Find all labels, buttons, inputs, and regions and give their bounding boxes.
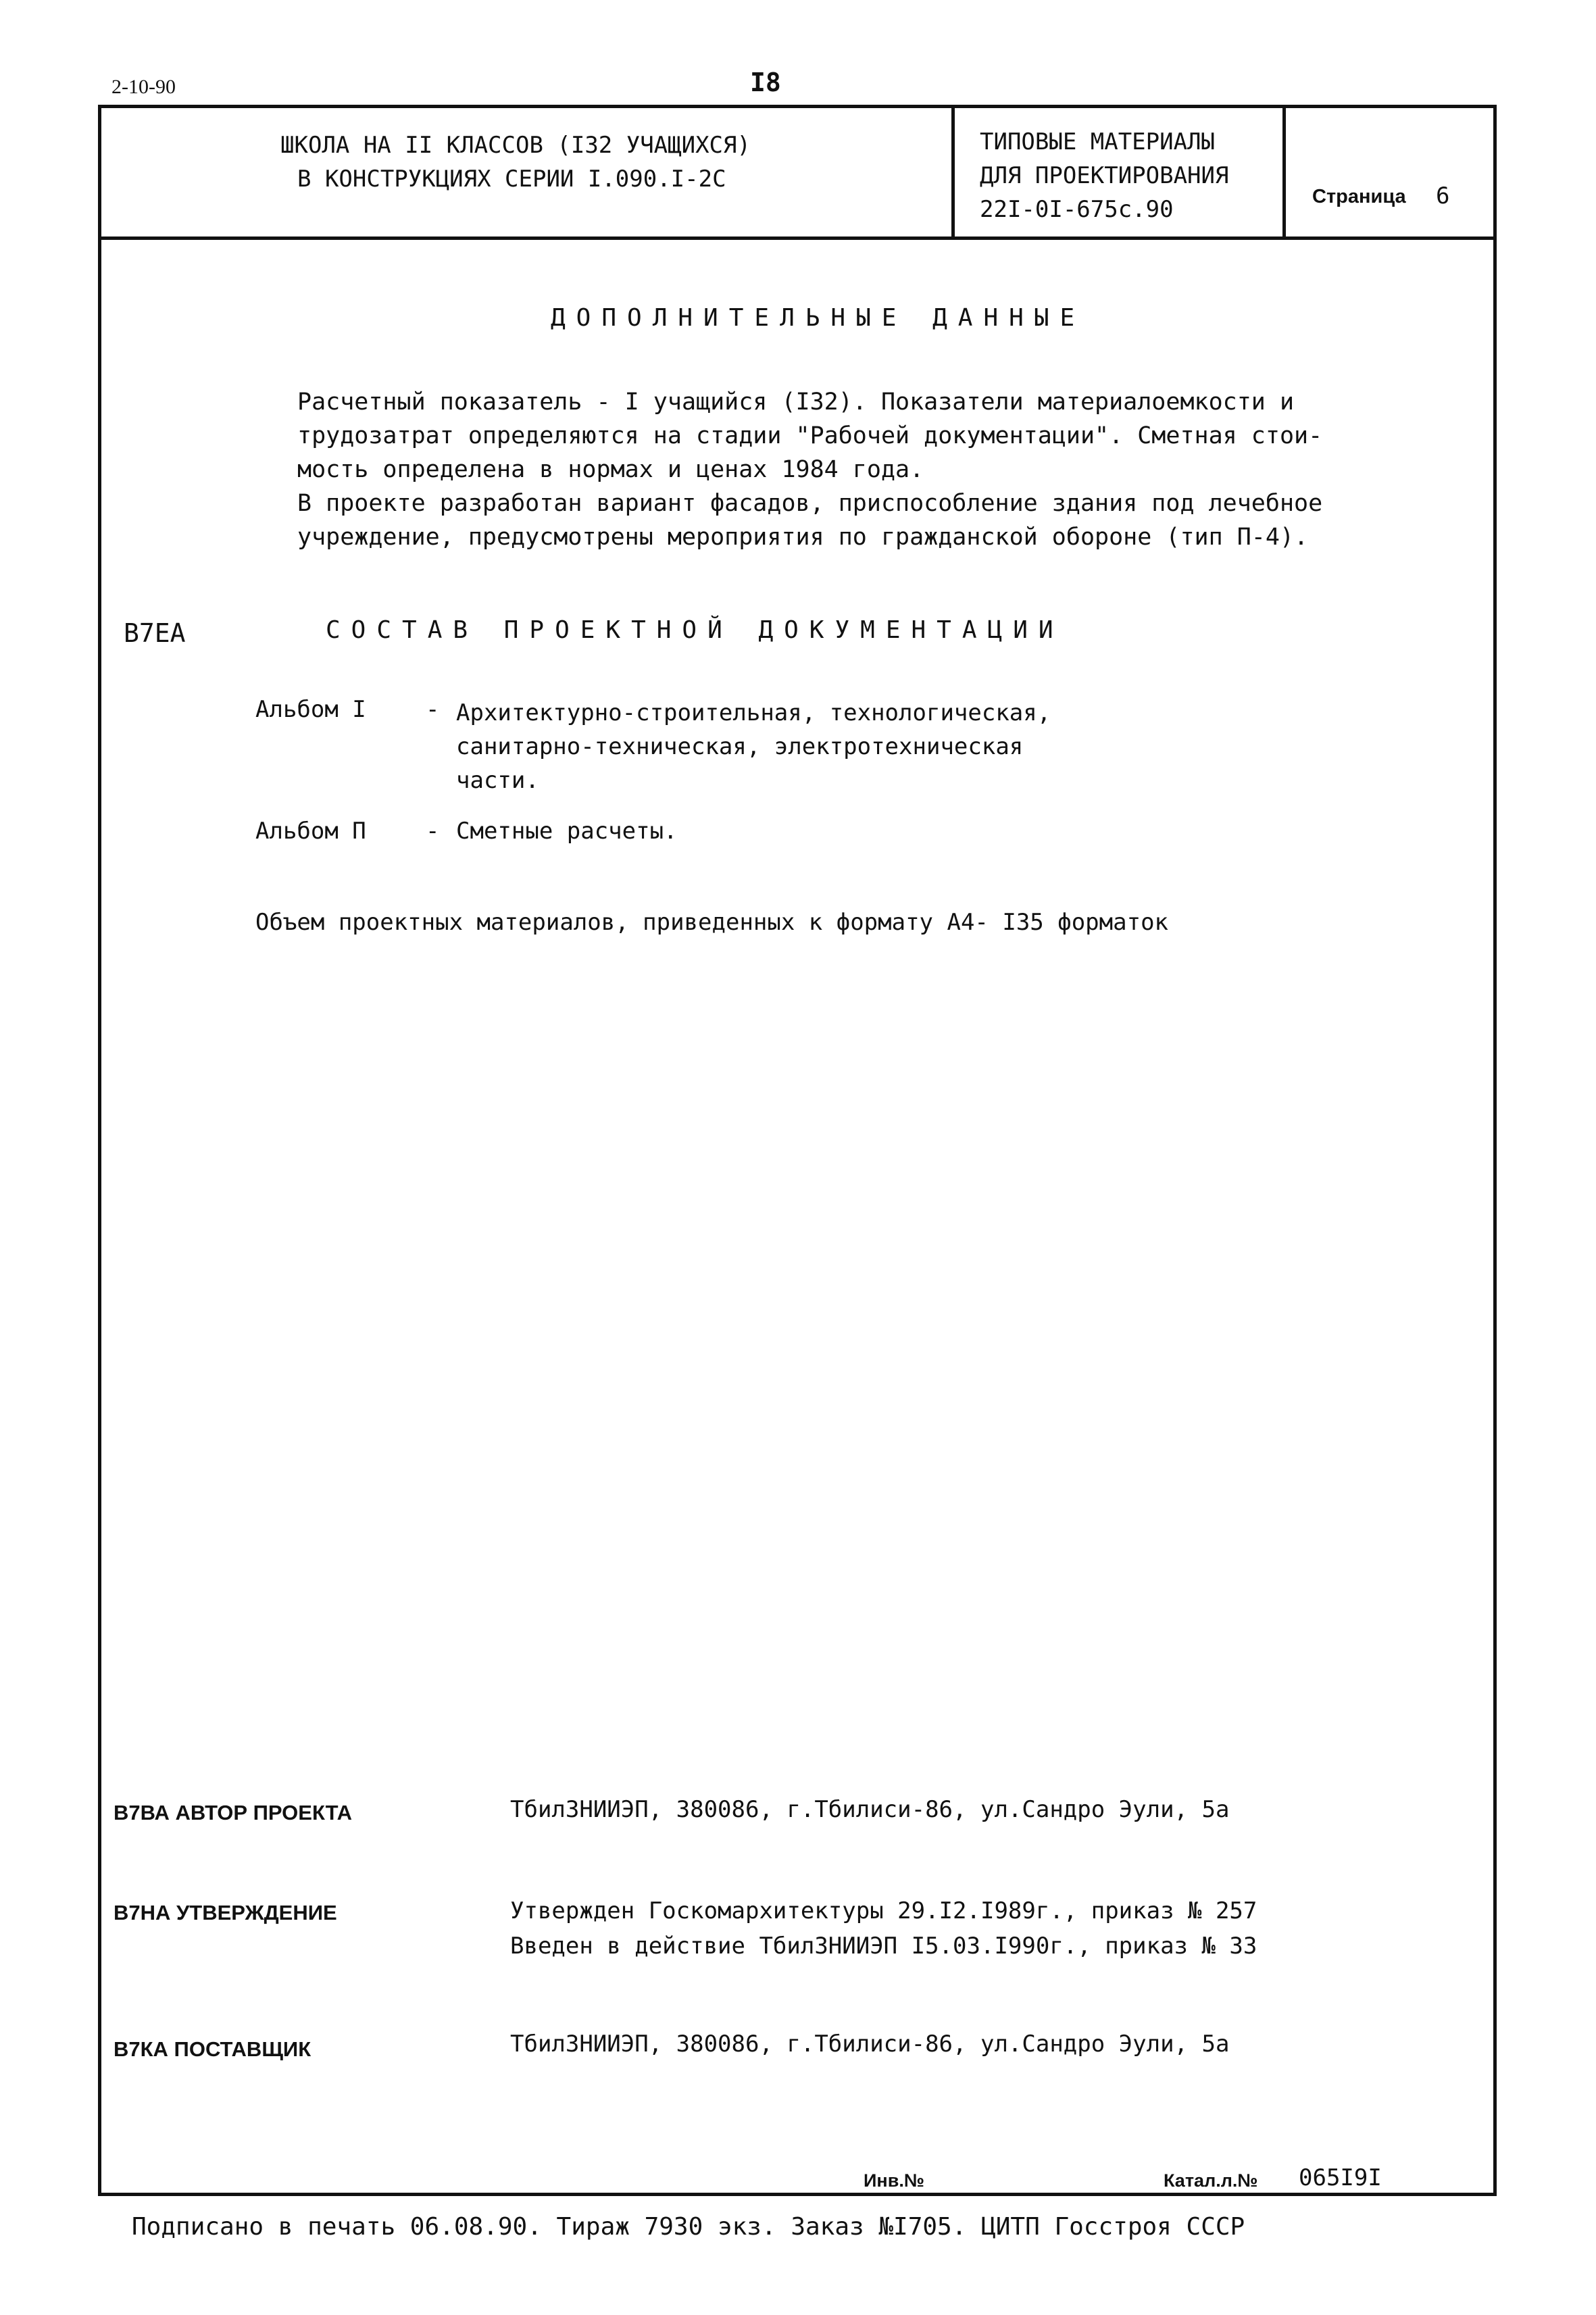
paragraph-line: учреждение, предусмотрены мероприятия по гражданской обороне (тип П-4). [297, 524, 1309, 551]
print-info-line: Подписано в печать 06.08.90. Тираж 7930 экз. Заказ №I705. ЦИТП Госстроя СССР [132, 2213, 1245, 2241]
album-1-line: Архитектурно-строительная, технологическая, [456, 699, 1051, 726]
paragraph-line: Расчетный показатель - I учащийся (I32). Показатели материалоемкости и [297, 389, 1295, 416]
date-code: 2-10-90 [111, 76, 176, 98]
approval-label: В7НА УТВЕРЖДЕНИЕ [114, 1901, 337, 1924]
paragraph-line: трудозатрат определяются на стадии "Рабочей документации". Сметная стои- [297, 422, 1323, 449]
materials-line-1: ТИПОВЫЕ МАТЕРИАЛЫ [980, 128, 1215, 155]
page-number: I8 [750, 68, 781, 97]
title-block-separator-1 [951, 105, 955, 239]
album-1-dash: - [426, 696, 440, 723]
album-1-label: Альбом I [255, 696, 366, 723]
album-2-text: Сметные расчеты. [456, 818, 678, 845]
additional-data-heading: ДОПОЛНИТЕЛЬНЫЕ ДАННЫЕ [551, 304, 1086, 332]
album-2-label: Альбом П [255, 818, 366, 845]
inventory-number-label: Инв.№ [864, 2170, 924, 2191]
page-value: 6 [1436, 182, 1450, 209]
additional-data-paragraph [297, 385, 1405, 554]
volume-text: Объем проектных материалов, приведенных к формату А4- I35 форматок [255, 909, 1169, 936]
materials-code: 22I-0I-675с.90 [980, 196, 1174, 223]
document-title-line-2: В КОНСТРУКЦИЯХ СЕРИИ I.090.I-2С [297, 166, 726, 193]
composition-heading: СОСТАВ ПРОЕКТНОЙ ДОКУМЕНТАЦИИ [326, 616, 1064, 644]
supplier-label: В7КА ПОСТАВЩИК [114, 2037, 311, 2061]
composition-code: В7ЕА [124, 618, 186, 648]
album-1-line: санитарно-техническая, электротехническая [456, 733, 1024, 760]
page-label: Страница [1312, 186, 1406, 207]
paragraph-line: В проекте разработан вариант фасадов, приспособление здания под лечебное [297, 490, 1323, 517]
catalog-number-value: 065I9I [1299, 2164, 1382, 2191]
supplier-text: ТбилЗНИИЭП, 380086, г.Тбилиси-86, ул.Сандро Эули, 5а [510, 2031, 1230, 2058]
album-1-line: части. [456, 767, 539, 794]
approval-line-1: Утвержден Госкомархитектуры 29.I2.I989г., приказ № 257 [510, 1897, 1257, 1924]
materials-line-2: ДЛЯ ПРОЕКТИРОВАНИЯ [980, 162, 1229, 189]
author-label: В7ВА АВТОР ПРОЕКТА [114, 1801, 353, 1824]
album-2-dash: - [426, 818, 440, 845]
approval-line-2: Введен в действие ТбилЗНИИЭП I5.03.I990г., приказ № 33 [510, 1933, 1257, 1960]
document-title-line-1: ШКОЛА НА II КЛАССОВ (I32 УЧАЩИХСЯ) [280, 132, 751, 159]
title-block-separator-2 [1282, 105, 1286, 239]
author-text: ТбилЗНИИЭП, 380086, г.Тбилиси-86, ул.Сандро Эули, 5а [510, 1796, 1230, 1823]
catalog-number-label: Катал.л.№ [1164, 2170, 1258, 2191]
paragraph-line: мость определена в нормах и ценах 1984 года. [297, 456, 924, 483]
title-block-divider [98, 237, 1497, 240]
album-1-text [456, 696, 1051, 797]
